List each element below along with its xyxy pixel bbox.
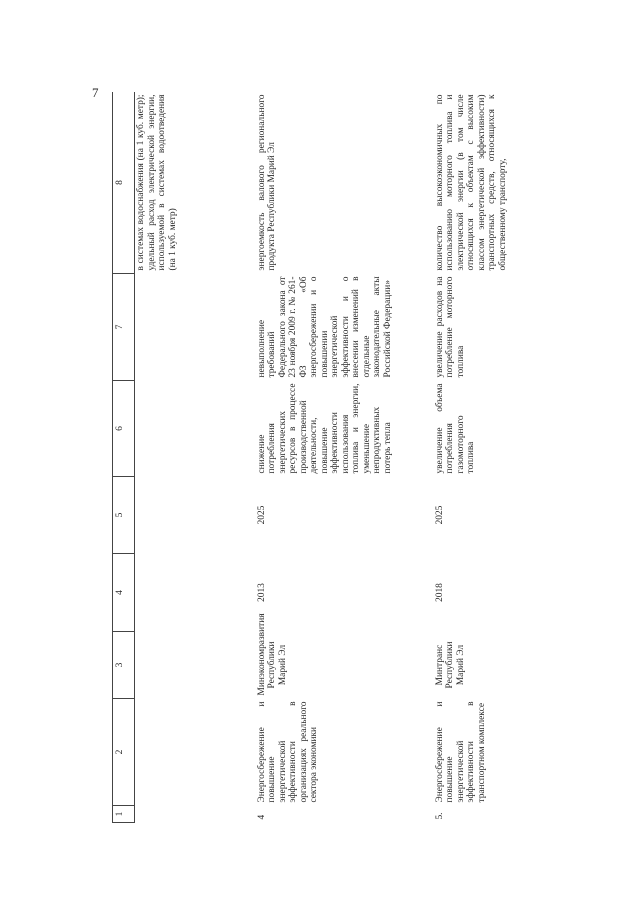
header-col-6: 6 (113, 381, 135, 477)
consequences: невыполнение требований Федерального закона от 23 ноября 2009 г. № 261-ФЗ «Об энергосбережении и о повышении энергетической эффективности и о внесении изменений в отдельные законодательные акты Российской Федерации» (256, 276, 393, 378)
header-col-7: 7 (113, 274, 135, 381)
expected-result: снижение потребления энергетических ресурсов в процессе производственной деятельности, повышение эффективности использования топлива и энергии, уменьшение непродуктивных потерь тепла (256, 383, 393, 474)
expected-result: увеличение объема потребления газомоторного топлива (434, 383, 477, 474)
table-area (112, 92, 611, 823)
program-table (112, 92, 609, 823)
header-col-1: 1 (113, 806, 135, 823)
indicator-cell: в системах водоснабжения (на 1 куб. метр); удельный расход электрической энергии, используемой в системах водоотведения (на 1 куб. метр) (136, 94, 178, 271)
indicator-cell: энергоемкость валового регионального продукта Республики Марий Эл (256, 94, 278, 271)
executor: Минэкономразвития Республики Марий Эл (256, 613, 288, 696)
indicator-cell: количество высокоэкономичных по использованию моторного топлива и электрической энергии (в том числе относящихся к объектам с высоким классом энергетической эффективности) транспортных средств, относящихся к общественному транспорту, (434, 94, 508, 271)
start-year: 2013 (256, 583, 267, 602)
header-col-4: 4 (113, 554, 135, 632)
row-number: 4 (256, 814, 267, 820)
table-row (429, 92, 609, 823)
executor: Минтранс Республики Марий Эл (434, 641, 466, 689)
table-row (251, 92, 429, 823)
table-row-continuation (135, 92, 251, 823)
measure-name: Энергосбережение и повышение энергетической эффективности в транспортном комплексе (434, 701, 487, 803)
measure-name: Энергосбережение и повышение энергетической эффективности в организациях реального сектора экономики (256, 701, 320, 803)
header-col-8: 8 (113, 92, 135, 274)
end-year: 2025 (256, 505, 267, 525)
consequences: увеличение расходов на потребление моторного топлива (434, 276, 466, 378)
row-number: 5. (434, 812, 445, 820)
header-col-5: 5 (113, 477, 135, 554)
rotated-table-wrapper (112, 92, 611, 823)
start-year: 2018 (434, 583, 445, 602)
page-number: 7 (92, 85, 99, 100)
header-row (113, 92, 135, 823)
end-year: 2025 (434, 505, 445, 525)
header-col-3: 3 (113, 632, 135, 699)
header-col-2: 2 (113, 699, 135, 806)
